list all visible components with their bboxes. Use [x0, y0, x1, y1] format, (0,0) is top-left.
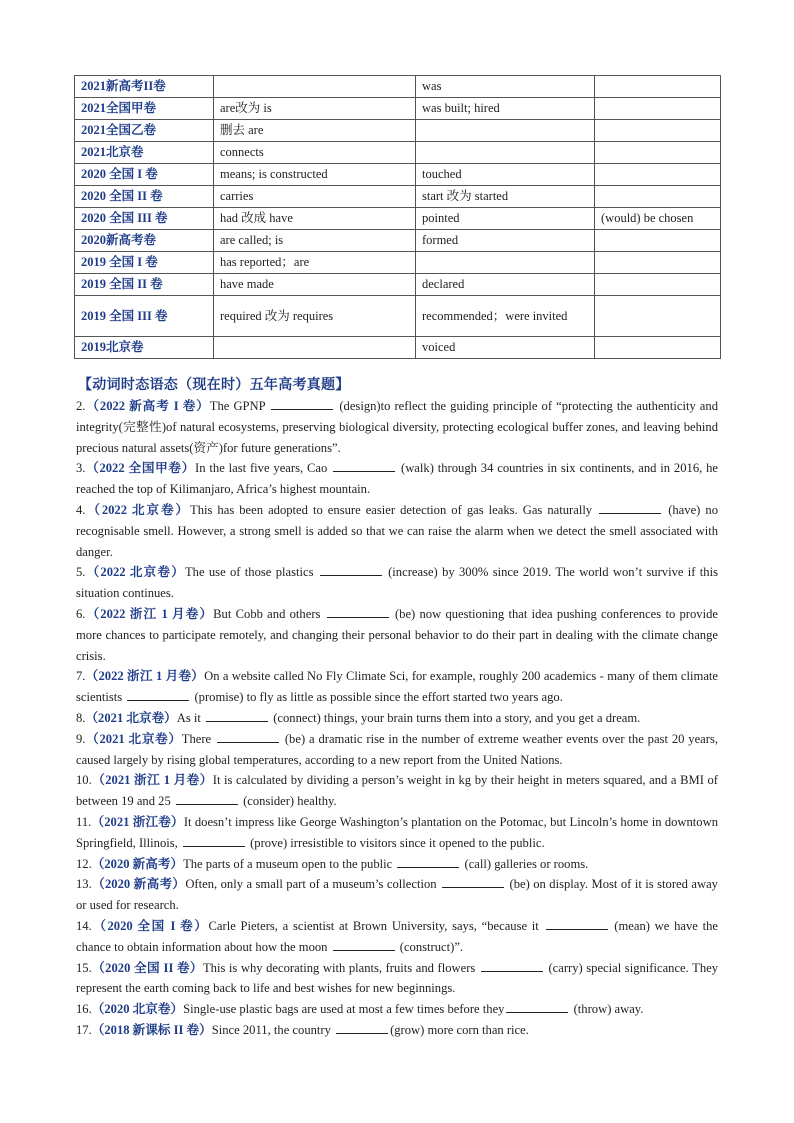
- table-row: [75, 252, 721, 274]
- question-text: (prove) irresistible to visitors since it opened to the public.: [246, 835, 545, 850]
- question-item: [76, 666, 718, 708]
- answer-cell-1: has reported；are: [214, 252, 416, 274]
- answer-blank[interactable]: [127, 687, 189, 701]
- question-source: （2021 浙江 1 月卷）: [91, 773, 213, 788]
- question-number: 5.: [76, 565, 86, 580]
- question-text: Single-use plastic bags are used at most a few times before they: [183, 1002, 505, 1017]
- question-source: （2021 浙江卷）: [91, 814, 184, 829]
- table-row: [75, 230, 721, 252]
- question-text: Carle Pieters, a scientist at Brown University, says, “because it: [208, 918, 544, 933]
- question-item: [76, 854, 718, 875]
- question-item: [76, 458, 718, 500]
- answer-blank[interactable]: [176, 791, 238, 805]
- question-text: Often, only a small part of a museum’s collection: [185, 877, 441, 892]
- source-cell: 2019北京卷: [75, 337, 214, 359]
- question-text: (connect) things, your brain turns them into a story, and you get a dream.: [270, 710, 641, 725]
- question-text: This is why decorating with plants, fruits and flowers: [202, 960, 479, 975]
- answer-table: [74, 75, 721, 359]
- answer-blank[interactable]: [481, 958, 543, 972]
- question-item: [76, 958, 718, 1000]
- answer-blank[interactable]: [206, 708, 268, 722]
- answer-cell-2: was built; hired: [416, 98, 595, 120]
- question-source: （2021 北京卷）: [85, 710, 177, 725]
- answer-cell-1: have made: [214, 274, 416, 296]
- answer-blank[interactable]: [333, 458, 395, 472]
- question-source: （2020 全国 I 卷）: [91, 918, 209, 933]
- question-number: 8.: [76, 710, 86, 725]
- question-text: (be) now questioning that idea pushing conferences to provide more chances to participate remotely, and changing their personal behavior to do their part in dealing with the climate change crisis.: [76, 606, 718, 663]
- answer-blank[interactable]: [599, 500, 661, 514]
- answer-cell-3: [595, 98, 721, 120]
- table-row: [75, 120, 721, 142]
- question-number: 11.: [76, 814, 92, 829]
- answer-blank[interactable]: [397, 854, 459, 868]
- question-item: [76, 729, 718, 771]
- question-number: 13.: [76, 877, 92, 892]
- answer-cell-3: [595, 252, 721, 274]
- question-item: [76, 500, 718, 562]
- answer-blank[interactable]: [506, 999, 568, 1013]
- question-text: (mean) we have the chance to obtain information about how the moon: [76, 918, 718, 954]
- question-source: （2022 新高考 I 卷）: [85, 399, 210, 413]
- question-text: (walk) through 34 countries in six continents, and in 2016, he reached the top of Kilimanjaro, Africa’s highest mountain.: [76, 461, 719, 497]
- answer-cell-3: [595, 337, 721, 359]
- question-source: （2020 全国 II 卷）: [91, 960, 203, 975]
- question-item: [76, 562, 718, 604]
- answer-cell-2: pointed: [416, 208, 595, 230]
- question-source: （2018 新课标 II 卷）: [91, 1022, 212, 1037]
- answer-cell-2: touched: [416, 164, 595, 186]
- question-text: (be) on display. Most of it is stored away or used for research.: [76, 877, 718, 913]
- answer-cell-3: [595, 186, 721, 208]
- question-number: 16.: [76, 1002, 92, 1017]
- source-cell: 2020新高考卷: [75, 230, 214, 252]
- question-text: (promise) to fly as little as possible since the effort started two years ago.: [191, 690, 563, 705]
- question-source: （2020 新高考）: [91, 877, 186, 892]
- question-number: 17.: [76, 1022, 92, 1037]
- answer-cell-1: [214, 76, 416, 98]
- source-cell: 2020 全国 III 卷: [75, 208, 214, 230]
- answer-cell-3: [595, 142, 721, 164]
- answer-cell-3: [595, 76, 721, 98]
- table-row: [75, 186, 721, 208]
- question-number: 9.: [76, 731, 86, 746]
- question-source: （2022 北京卷）: [85, 502, 190, 517]
- table-row: [75, 296, 721, 337]
- question-number: 4.: [76, 502, 86, 517]
- question-text: This has been adopted to ensure easier detection of gas leaks. Gas naturally: [190, 502, 598, 517]
- source-cell: 2021全国甲卷: [75, 98, 214, 120]
- answer-blank[interactable]: [333, 937, 395, 951]
- question-list: [76, 396, 718, 1041]
- answer-cell-1: are called; is: [214, 230, 416, 252]
- question-number: 3.: [76, 461, 86, 476]
- answer-cell-2: formed: [416, 230, 595, 252]
- question-text: It is calculated by dividing a person’s weight in kg by their height in meters squared, and a BMI of between 19 and 25: [76, 773, 718, 809]
- question-text: (throw) away.: [570, 1002, 644, 1017]
- answer-blank[interactable]: [217, 729, 279, 743]
- question-text: (consider) healthy.: [239, 794, 337, 809]
- question-item: [76, 874, 718, 916]
- source-cell: 2019 全国 II 卷: [75, 274, 214, 296]
- question-item: [76, 999, 718, 1020]
- question-text: In the last five years, Cao: [195, 461, 332, 476]
- answer-cell-1: had 改成 have: [214, 208, 416, 230]
- question-text: Since 2011, the country: [211, 1022, 335, 1037]
- question-number: 7.: [76, 669, 86, 684]
- question-item: [76, 604, 718, 666]
- question-source: （2022 北京卷）: [85, 565, 185, 580]
- question-text: (call) galleries or rooms.: [461, 856, 589, 871]
- question-text: (construct)”.: [396, 939, 464, 954]
- answer-cell-3: [595, 120, 721, 142]
- table-row: [75, 274, 721, 296]
- question-number: 6.: [76, 606, 86, 621]
- question-text: On a website called No Fly Climate Sci, for example, roughly 200 academics - many of them climate scientists: [76, 669, 718, 705]
- question-text: The GPNP: [209, 399, 270, 413]
- question-source: （2021 北京卷）: [85, 731, 182, 746]
- answer-cell-1: carries: [214, 186, 416, 208]
- source-cell: 2021全国乙卷: [75, 120, 214, 142]
- question-source: （2020 新高考）: [91, 856, 184, 871]
- answer-cell-2: declared: [416, 274, 595, 296]
- answer-cell-2: [416, 252, 595, 274]
- question-item: [76, 770, 718, 812]
- question-number: 12.: [76, 856, 92, 871]
- answer-cell-1: are改为 is: [214, 98, 416, 120]
- answer-cell-1: required 改为 requires: [214, 296, 416, 337]
- source-cell: 2019 全国 III 卷: [75, 296, 214, 337]
- answer-cell-3: (would) be chosen: [595, 208, 721, 230]
- answer-cell-3: [595, 164, 721, 186]
- question-text: (carry) special significance. They represent the earth coming back to life and best wishes for new beginnings.: [76, 960, 719, 996]
- answer-cell-1: 删去 are: [214, 120, 416, 142]
- question-source: （2022 全国甲卷）: [85, 461, 196, 476]
- answer-cell-3: [595, 230, 721, 252]
- answer-blank[interactable]: [183, 833, 245, 847]
- question-item: [76, 708, 718, 729]
- question-text: But Cobb and others: [213, 606, 325, 621]
- answer-blank[interactable]: [336, 1020, 388, 1034]
- answer-cell-2: recommended；were invited: [416, 296, 595, 337]
- question-item: [76, 812, 718, 854]
- answer-cell-2: voiced: [416, 337, 595, 359]
- question-source: （2020 北京卷）: [91, 1002, 184, 1017]
- source-cell: 2020 全国 II 卷: [75, 186, 214, 208]
- table-row: [75, 142, 721, 164]
- answer-cell-1: connects: [214, 142, 416, 164]
- answer-cell-2: [416, 120, 595, 142]
- source-cell: 2021新高考II卷: [75, 76, 214, 98]
- source-cell: 2021北京卷: [75, 142, 214, 164]
- question-text: The use of those plastics: [184, 565, 318, 580]
- answer-cell-2: start 改为 started: [416, 186, 595, 208]
- question-text: It doesn’t impress like George Washington’s plantation on the Potomac, but Lincoln’s home in downtown Springfield, Illinois,: [76, 814, 718, 850]
- question-text: As it: [176, 710, 205, 725]
- question-number: 15.: [76, 960, 92, 975]
- question-text: (design)to reflect the guiding principle of “protecting the authenticity and integrity(完整性)of natural ecosystems, preserving biological diversity, protecting ecological buffer zones, and leaving behind precious natural assets(资产)for future generations”.: [76, 399, 718, 455]
- answer-cell-3: [595, 296, 721, 337]
- table-row: [75, 164, 721, 186]
- answer-blank[interactable]: [320, 562, 382, 576]
- question-text: (grow) more corn than rice.: [390, 1022, 529, 1037]
- table-row: [75, 98, 721, 120]
- question-text: (increase) by 300% since 2019. The world won’t survive if this situation continues.: [76, 565, 718, 601]
- question-item: [76, 916, 718, 958]
- answer-blank[interactable]: [546, 916, 608, 930]
- question-source: （2022 浙江 1 月卷）: [85, 606, 214, 621]
- source-cell: 2019 全国 I 卷: [75, 252, 214, 274]
- answer-cell-2: [416, 142, 595, 164]
- question-text: (have) no recognisable smell. However, a strong smell is added so that we can raise the alarm when we detect the smell associated with danger.: [76, 502, 718, 559]
- question-source: （2022 浙江 1 月卷）: [85, 669, 205, 684]
- answer-blank[interactable]: [271, 396, 333, 410]
- section-title: 【动词时态语态（现在时）五年高考真题】: [78, 377, 350, 393]
- question-item: [76, 1020, 718, 1041]
- answer-cell-1: [214, 337, 416, 359]
- answer-blank[interactable]: [442, 874, 504, 888]
- table-row: [75, 337, 721, 359]
- table-row: [75, 76, 721, 98]
- answer-cell-3: [595, 274, 721, 296]
- question-text: (be) a dramatic rise in the number of extreme weather events over the past 20 years, caused largely by rising global temperatures, according to a new report from the United Nations.: [76, 731, 718, 767]
- source-cell: 2020 全国 I 卷: [75, 164, 214, 186]
- answer-blank[interactable]: [327, 604, 389, 618]
- question-number: 10.: [76, 773, 92, 788]
- table-row: [75, 208, 721, 230]
- question-item: [76, 396, 718, 458]
- question-text: The parts of a museum open to the public: [183, 856, 396, 871]
- answer-cell-2: was: [416, 76, 595, 98]
- question-number: 14.: [76, 918, 92, 933]
- answer-cell-1: means; is constructed: [214, 164, 416, 186]
- question-number: 2.: [76, 399, 86, 413]
- question-text: There: [181, 731, 215, 746]
